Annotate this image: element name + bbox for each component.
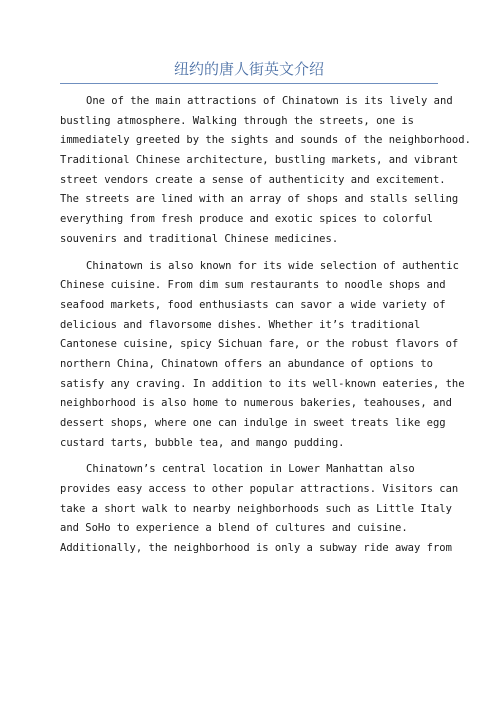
title-underline: [60, 83, 438, 84]
paragraph-1: [60, 92, 471, 250]
text-line: and SoHo to experience a blend of cultures and cuisine.: [60, 522, 408, 535]
text-line: Cantonese cuisine, spicy Sichuan fare, or the robust flavors of: [60, 338, 459, 351]
paragraph-2: [60, 257, 465, 454]
text-line: dessert shops, where one can indulge in sweet treats like egg: [60, 417, 446, 429]
text-line: street vendors create a sense of authenticity and excitement.: [60, 173, 446, 186]
text-line: take a short walk to nearby neighborhoods such as Little Italy: [60, 502, 452, 515]
text-line: souvenirs and traditional Chinese medicines.: [60, 232, 339, 245]
text-line: The streets are lined with an array of shops and stalls selling: [60, 193, 459, 206]
text-line: Chinese cuisine. From dim sum restaurants to noodle shops and: [60, 279, 446, 292]
text-line: provides easy access to other popular attractions. Visitors can: [60, 483, 459, 496]
document-title: 纽约的唐人街英文介绍: [173, 60, 324, 78]
text-line: northern China, Chinatown offers an abundance of options to: [60, 357, 433, 370]
text-line: immediately greeted by the sights and sounds of the neighborhood.: [60, 134, 471, 147]
text-line: neighborhood is also home to numerous bakeries, teahouses, and: [60, 397, 452, 410]
text-line: everything from fresh produce and exotic spices to colorful: [60, 213, 433, 226]
document-body: [60, 92, 471, 566]
text-line: seafood markets, food enthusiasts can savor a wide variety of: [60, 298, 446, 311]
text-line: custard tarts, bubble tea, and mango pudding.: [60, 436, 345, 449]
text-line: Chinatown’s central location in Lower Manhattan also: [86, 463, 415, 476]
text-line: Additionally, the neighborhood is only a subway ride away from: [60, 542, 452, 555]
text-line: delicious and flavorsome dishes. Whether it’s traditional: [60, 318, 421, 331]
text-line: satisfy any craving. In addition to its well-known eateries, the: [60, 377, 465, 390]
text-line: One of the main attractions of Chinatown is its lively and: [86, 95, 453, 107]
text-line: bustling atmosphere. Walking through the streets, one is: [60, 114, 415, 127]
text-line: Chinatown is also known for its wide selection of authentic: [86, 259, 459, 272]
text-line: Traditional Chinese architecture, bustling markets, and vibrant: [60, 154, 459, 167]
paragraph-3: [60, 460, 459, 558]
